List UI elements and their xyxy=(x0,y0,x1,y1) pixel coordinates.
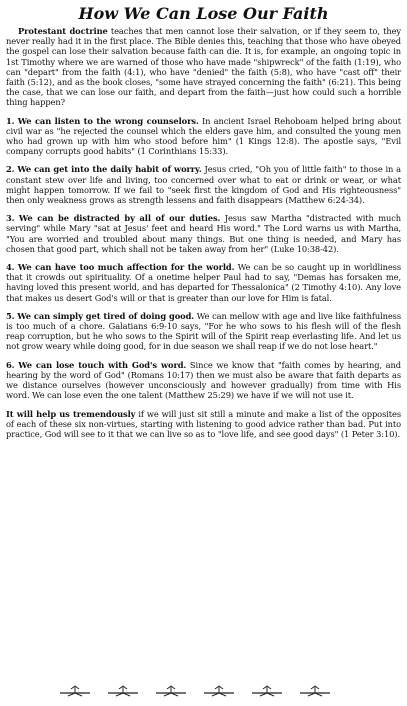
point-2-text: Jesus cried, "Oh you of little faith" to those in a constant stew over life and living, too concerned over what to eat or drink or wear, or what might happen tomorrow. If we fail to "seek first the kingdom of God and His righteousness" then only weakness grows as strength lessens and faith disappears (Matthew 6:24-34). xyxy=(6,164,401,206)
point-4-paragraph xyxy=(6,262,401,303)
point-4-lead: We can have too much affection for the world. xyxy=(17,262,235,273)
ornament-icon xyxy=(154,684,188,698)
intro-lead: Protestant doctrine xyxy=(18,26,108,36)
point-2-number: 2. xyxy=(6,164,15,175)
point-4-text: We can be so caught up in worldliness that it crowds out spirituality. Of a onetime helper Paul had to say, "Demas has forsaken me, having loved this present world, and has departed for Thessalonica" (2 Timothy 4:10). Any love that makes us desert God's will or that is greater than our love for Him is fatal. xyxy=(6,262,401,303)
point-5-number: 5. xyxy=(6,310,15,321)
point-6-paragraph xyxy=(6,360,401,401)
closing-paragraph xyxy=(6,409,401,440)
point-3-paragraph xyxy=(6,213,401,254)
point-5-paragraph xyxy=(6,311,401,352)
point-1-text: In ancient Israel Rehoboam helped bring about civil war as "he rejected the counsel which the elders gave him, and consulted the young men who had grown up with him who stood before him" (1 Kings 12:8). The apostle says, "Evil company corrupts good habits" (1 Corinthians 15:33). xyxy=(6,115,401,157)
point-6-lead: We can lose touch with God's word. xyxy=(18,359,187,370)
footer-ornament-row xyxy=(0,684,407,700)
closing-text: if we will just sit still a minute and make a list of the opposites of each of these six non-virtues, starting with listening to good advice rather than bad. Put into practice, God will see to it that we can live so as to "love life, and see good days" (1 Peter 3:10). xyxy=(6,408,401,439)
point-4-number: 4. xyxy=(6,262,15,273)
ornament-icon xyxy=(250,684,284,698)
point-3-number: 3. xyxy=(6,213,15,224)
point-2-lead: We can get into the daily habit of worry. xyxy=(17,164,202,175)
ornament-icon xyxy=(58,684,92,698)
point-5-lead: We can simply get tired of doing good. xyxy=(17,310,195,321)
ornament-icon xyxy=(202,684,236,698)
point-2-paragraph xyxy=(6,164,401,205)
intro-paragraph xyxy=(6,26,401,108)
point-1-number: 1. xyxy=(6,115,15,126)
point-5-text: We can mellow with age and live like faithfulness is too much of a chore. Galatians 6:9-10 says, "For he who sows to his flesh will of the flesh reap corruption, but he who sows to the Spirit will of the Spirit reap everlasting life. And let us not grow weary while doing good, for in due season we shall reap if we do not lose heart." xyxy=(6,310,401,352)
point-3-lead: We can be distracted by all of our duties. xyxy=(18,213,221,224)
point-3-text: Jesus saw Martha "distracted with much serving" while Mary "sat at Jesus' feet and heard His word." The Lord warns us with Martha, "You are worried and troubled about many things. But one thing is needed, and Mary has chosen that good part, which shall not be taken away from her" (Luke 10:38-42). xyxy=(6,213,401,254)
ornament-icon xyxy=(298,684,332,698)
closing-lead: It will help us tremendously xyxy=(6,408,136,419)
point-1-lead: We can listen to the wrong counselors. xyxy=(17,115,199,126)
page-title: How We Can Lose Our Faith xyxy=(78,4,329,23)
point-6-number: 6. xyxy=(6,359,15,370)
point-1-paragraph xyxy=(6,116,401,157)
intro-text: teaches that men cannot lose their salvation, or if they seem to, they never really had it in the first place. The Bible denies this, teaching that those who have obeyed the gospel can lose their salvation because faith can die. It is, for example, an ongoing topic in 1st Timothy where we are warned of those who have made "shipwreck" of the faith (1:19), who can "depart" from the faith (4:1), who have "denied" the faith (5:8), who have "cast off" their faith (5:12), and as the book closes, "some have strayed concerning the faith" (6:21). This being the case, that we can lose our faith, and depart from the faith—just how could such a horrible thing happen? xyxy=(6,26,401,108)
point-6-text: Since we know that "faith comes by hearing, and hearing by the word of God" (Romans 10:17) then we must also be aware that faith departs as we distance ourselves (however unconsciously and however gradually) from time with His word. We can lose even the one talent (Matthew 25:29) we have if we will not use it. xyxy=(6,359,401,401)
ornament-icon xyxy=(106,684,140,698)
